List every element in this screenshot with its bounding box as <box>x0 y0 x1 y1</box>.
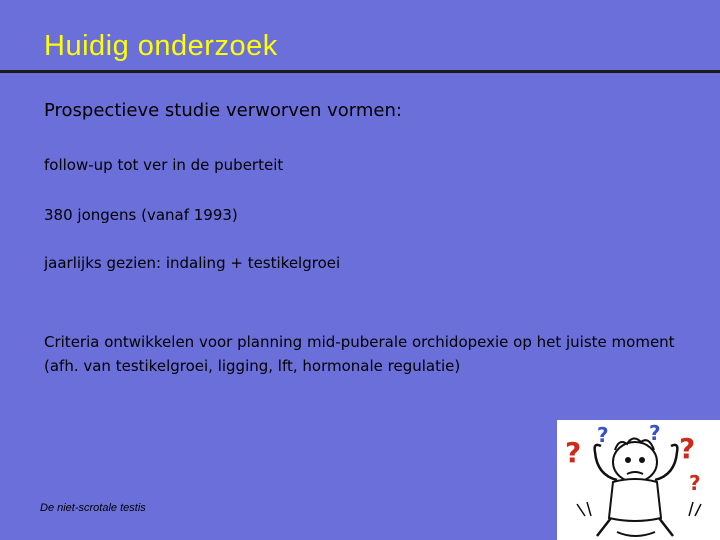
title-divider <box>0 70 720 73</box>
bullet-item: jaarlijks gezien: indaling + testikelgroei <box>44 254 341 272</box>
slide-title: Huidig onderzoek <box>44 30 278 62</box>
question-mark-icon: ? <box>679 432 696 465</box>
confused-man-icon <box>557 420 720 540</box>
footer-text: De niet-scrotale testis <box>40 502 146 514</box>
bullet-item: follow-up tot ver in de puberteit <box>44 156 284 174</box>
question-mark-icon: ? <box>689 471 701 495</box>
criteria-paragraph: Criteria ontwikkelen voor planning mid-puberale orchidopexie op het juiste moment (afh. van testikelgroei, ligging, lft, hormonale regulatie) <box>44 333 675 375</box>
section-heading: Prospectieve studie verworven vormen: <box>44 100 402 121</box>
question-mark-icon: ? <box>597 423 609 447</box>
bullet-item: 380 jongens (vanaf 1993) <box>44 206 238 224</box>
question-mark-icon: ? <box>565 436 582 469</box>
question-mark-icon: ? <box>649 421 661 445</box>
